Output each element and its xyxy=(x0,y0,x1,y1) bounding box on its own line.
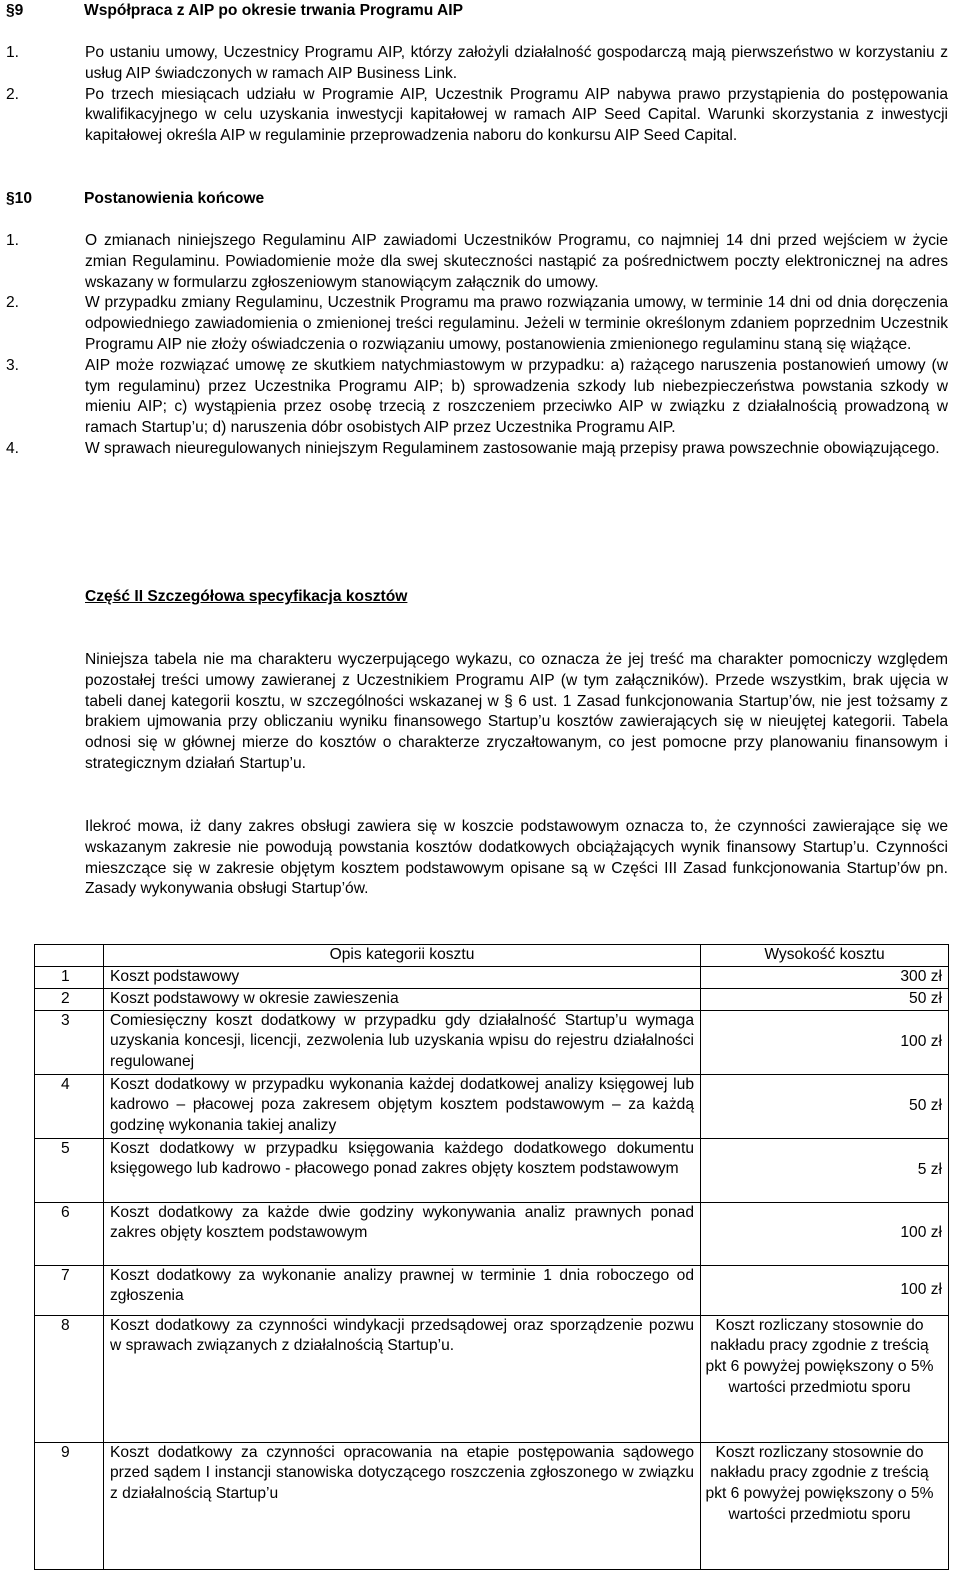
row-amount: 300 zł xyxy=(701,967,949,989)
item-text: O zmianach niniejszego Regulaminu AIP zawiadomi Uczestników Programu, co najmniej 14 dni przed wejściem w życie zmian Regulaminu. Powiadomienie może dla swej skuteczności nastąpić za pośrednictwem poczty elektronicznej na adres wskazany w formularzu zgłoszeniowym stanowiącym załącznik do umowy. xyxy=(85,232,948,291)
row-number: 8 xyxy=(35,1315,104,1442)
section-10-heading xyxy=(6,189,264,210)
header-description: Opis kategorii kosztu xyxy=(104,945,701,967)
list-item xyxy=(6,85,948,147)
row-number: 7 xyxy=(35,1265,104,1315)
cost-table xyxy=(34,944,949,1570)
list-item xyxy=(6,293,948,355)
item-text: W przypadku zmiany Regulaminu, Uczestnik Programu ma prawo rozwiązania umowy, w terminie 14 dni od dnia doręczenia odpowiedniego zawiadomienia o zmienionej treści regulaminu. Jeżeli w terminie określonym zdaniem poprzednim Uczestnik Programu AIP nie złoży oświadczenia o rozwiązaniu umowy, postanowienia zmienionego regulaminu staną się wiążące. xyxy=(85,294,948,353)
row-amount: Koszt rozliczany stosownie do nakładu pracy zgodnie z treścią pkt 6 powyżej powiększony o 5% wartości przedmiotu sporu xyxy=(701,1442,949,1569)
row-number: 3 xyxy=(35,1010,104,1074)
item-number: 2. xyxy=(6,294,20,312)
row-description: Koszt dodatkowy w przypadku księgowania każdego dodatkowego dokumentu księgowego lub kadrowo - płacowego ponad zakres objęty kosztem podstawowym xyxy=(104,1138,701,1202)
section-9-number: §9 xyxy=(6,2,24,19)
item-text: Po trzech miesiącach udziału w Programie AIP, Uczestnik Programu AIP nabywa prawo przystąpienia do postępowania kwalifikacyjnego w celu uzyskania inwestycji kapitałowej w ramach AIP Seed Capital. Warunki skorzystania z inwestycji kapitałowej określa AIP w regulaminie przeprowadzenia naboru do konkursu AIP Seed Capital. xyxy=(85,85,948,145)
item-number: 1. xyxy=(6,44,20,61)
row-amount: 5 zł xyxy=(701,1138,949,1202)
section-9-title: Współpraca z AIP po okresie trwania Programu AIP xyxy=(84,2,463,19)
row-description: Koszt dodatkowy za wykonanie analizy prawnej w terminie 1 dnia roboczego od zgłoszenia xyxy=(104,1265,701,1315)
header-amount: Wysokość kosztu xyxy=(701,945,949,967)
table-row xyxy=(35,1010,949,1074)
row-amount: Koszt rozliczany stosownie do nakładu pracy zgodnie z treścią pkt 6 powyżej powiększony o 5% wartości przedmiotu sporu xyxy=(701,1315,949,1442)
row-description: Comiesięczny koszt dodatkowy w przypadku gdy działalność Startup’u wymaga uzyskania koncesji, licencji, zezwolenia lub uzyskania wpisu do rejestru działalności regulowanej xyxy=(104,1010,701,1074)
item-number: 3. xyxy=(6,356,20,374)
row-number: 4 xyxy=(35,1074,104,1138)
row-number: 6 xyxy=(35,1202,104,1265)
header-number-cell xyxy=(35,945,104,967)
item-number: 1. xyxy=(6,232,20,249)
section-10-number: §10 xyxy=(6,190,33,207)
row-description: Koszt dodatkowy za czynności windykacji przedsądowej oraz sporządzenie pozwu w sprawach związanych z działalnością Startup’u. xyxy=(104,1315,701,1442)
table-row xyxy=(35,1138,949,1202)
row-amount: 100 zł xyxy=(701,1010,949,1074)
section-9-list xyxy=(6,43,948,147)
row-number: 9 xyxy=(35,1442,104,1569)
list-item xyxy=(6,356,948,439)
list-item xyxy=(6,231,948,293)
item-text: W sprawach nieuregulowanych niniejszym Regulaminem zastosowanie mają przepisy prawa powszechnie obowiązującego. xyxy=(85,439,940,457)
row-description: Koszt podstawowy xyxy=(104,967,701,989)
intro-paragraph-2: Ilekroć mowa, iż dany zakres obsługi zawiera się w koszcie podstawowym oznacza to, że czynności zawierające się we wskazanym zakresie nie powodują powstania kosztów dodatkowych obciążających wynik finansowy Startup’u. Czynności mieszczące się w zakresie objętym kosztem podstawowym opisane są w Części III Zasad funkcjonowania Startup’ów pn. Zasady wykonywania obsługi Startup’ów. xyxy=(85,818,948,898)
table-header-row xyxy=(35,945,949,967)
table-row xyxy=(35,1074,949,1138)
row-amount: 100 zł xyxy=(701,1265,949,1315)
row-number: 1 xyxy=(35,967,104,989)
row-description: Koszt podstawowy w okresie zawieszenia xyxy=(104,988,701,1010)
row-number: 2 xyxy=(35,988,104,1010)
table-row xyxy=(35,967,949,989)
item-text: Po ustaniu umowy, Uczestnicy Programu AIP, którzy założyli działalność gospodarczą mają pierwszeństwo w korzystaniu z usług AIP świadczonych w ramach AIP Business Link. xyxy=(85,44,948,82)
table-row xyxy=(35,1265,949,1315)
list-item xyxy=(6,439,948,460)
table-row xyxy=(35,988,949,1010)
row-description: Koszt dodatkowy w przypadku wykonania każdej dodatkowej analizy księgowej lub kadrowo – płacowej poza zakresem objętym kosztem podstawowym – za każdą godzinę wykonania takiej analizy xyxy=(104,1074,701,1138)
row-number: 5 xyxy=(35,1138,104,1202)
item-number: 2. xyxy=(6,85,20,103)
intro-paragraph-1: Niniejsza tabela nie ma charakteru wyczerpującego wykazu, co oznacza że jej treść ma charakter pomocniczy względem pozostałej treści umowy zawieranej z Uczestnikiem Programu AIP (w tym załączników). Przede wszystkim, brak ujęcia w tabeli danej kategorii kosztu, w szczególności wskazanej w § 6 ust. 1 Zasad funkcjonowania Startup’ów, nie jest tożsamy z brakiem ujmowania przy obliczaniu wyniku finansowego Startup’u kosztów zawierających się w nieujętej kategorii. Tabela odnosi się w głównej mierze do kosztów o charakterze zryczałtowanym, co jest pomocne przy planowaniu finansowym i strategicznym działań Startup’u. xyxy=(85,651,948,772)
section-9-heading xyxy=(6,1,463,22)
row-description: Koszt dodatkowy za czynności opracowania na etapie postępowania sądowego przed sądem I instancji stanowiska dotyczącego roszczenia zgłoszonego w związku z działalnością Startup’u xyxy=(104,1442,701,1569)
section-10-list xyxy=(6,231,948,460)
row-amount: 50 zł xyxy=(701,1074,949,1138)
row-description: Koszt dodatkowy za każde dwie godziny wykonywania analiz prawnych ponad zakres objęty kosztem podstawowym xyxy=(104,1202,701,1265)
table-row xyxy=(35,1442,949,1569)
part-2-title: Część II Szczegółowa specyfikacja kosztów xyxy=(85,588,408,605)
item-number: 4. xyxy=(6,439,20,457)
item-text: AIP może rozwiązać umowę ze skutkiem natychmiastowym w przypadku: a) rażącego naruszenia postanowień umowy (w tym regulaminu) przez Uczestnika Programu AIP; b) sprowadzenia szkody lub niebezpieczeństwa powstania szkody w mieniu AIP; c) wystąpienia przez osobę trzecią z roszczeniem przeciwko AIP w związku z działalnością prowadzoną w ramach Startup’u; d) naruszenia dóbr osobistych AIP przez Uczestnika Programu AIP. xyxy=(85,356,948,437)
table-row xyxy=(35,1202,949,1265)
section-10-title: Postanowienia końcowe xyxy=(84,190,265,207)
list-item xyxy=(6,43,948,85)
row-amount: 50 zł xyxy=(701,988,949,1010)
row-amount: 100 zł xyxy=(701,1202,949,1265)
table-row xyxy=(35,1315,949,1442)
